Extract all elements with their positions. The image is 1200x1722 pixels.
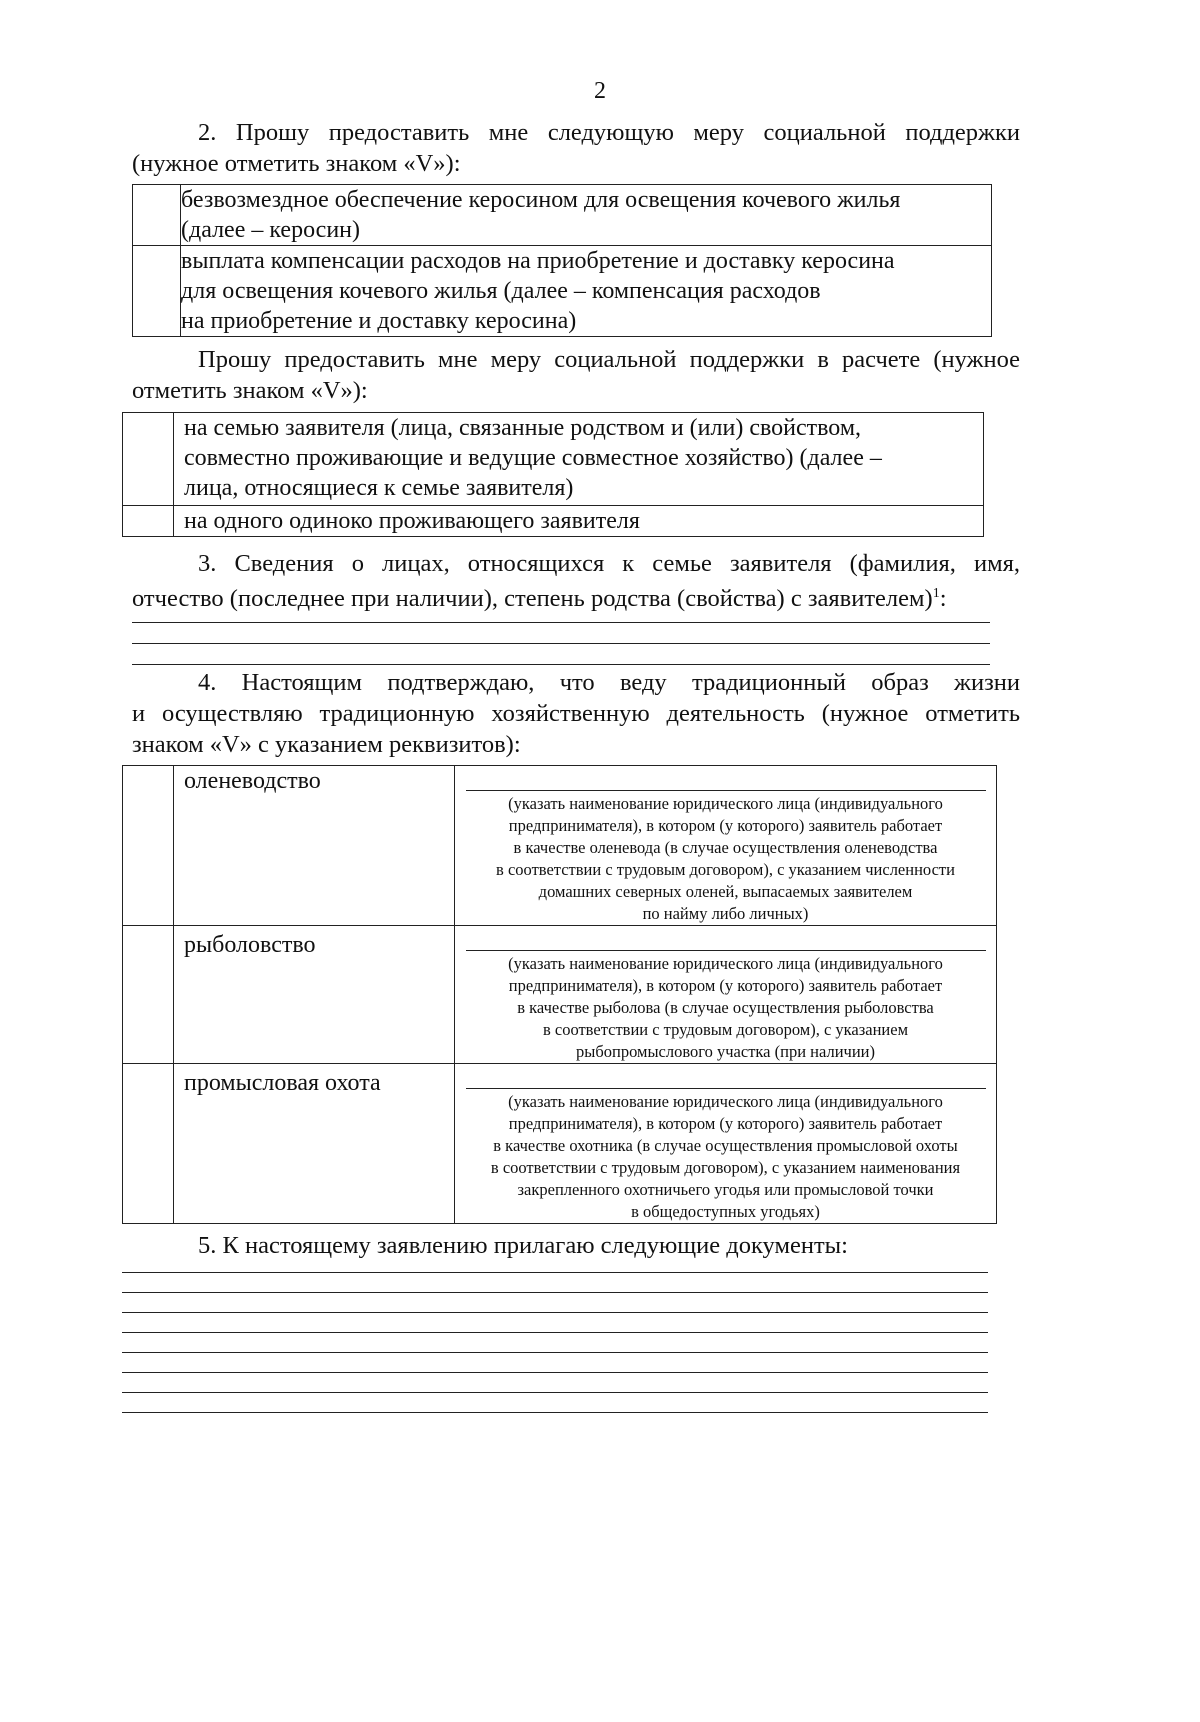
details-fill-line[interactable] [466, 1088, 986, 1089]
details-hint [463, 953, 988, 1063]
hint-line: домашних северных оленей, выпасаемых заявителем [538, 882, 913, 901]
calc-option-row [123, 413, 984, 506]
support-option [181, 185, 992, 246]
calc-option [174, 506, 984, 537]
option-text: (далее – керосин) [181, 217, 360, 243]
section3-intro: 3. Сведения о лицах, относящихся к семье заявителя (фамилия, имя, [198, 550, 1020, 577]
hint-line: (указать наименование юридического лица (индивидуального [508, 954, 943, 973]
option-text: на семью заявителя (лица, связанные родством и (или) свойством, [184, 415, 862, 441]
hint-line: в качестве оленевода (в случае осуществления оленеводства [513, 838, 938, 857]
section3-colon: : [939, 585, 947, 613]
hint-line: в качестве охотника (в случае осуществления промысловой охоты [493, 1136, 958, 1155]
hint-line: предпринимателя), в котором (у которого) заявитель работает [508, 816, 943, 835]
checkbox-cell[interactable] [123, 926, 174, 1064]
fill-line[interactable] [132, 643, 990, 644]
activity-row [123, 926, 997, 1064]
fill-line[interactable] [132, 622, 990, 623]
section4-intro: 4. Настоящим подтверждаю, что веду традиционный образ жизни [198, 669, 1020, 696]
page-number: 2 [594, 78, 606, 104]
hint-line: в соответствии с трудовым договором), с указанием численности [496, 860, 955, 879]
hint-line: предпринимателя), в котором (у которого) заявитель работает [508, 976, 943, 995]
section4-intro-line3: знаком «V» с указанием реквизитов): [132, 731, 521, 758]
fill-line[interactable] [132, 664, 990, 665]
hint-line: в соответствии с трудовым договором), с указанием наименования [490, 1158, 961, 1177]
details-fill-line[interactable] [466, 950, 986, 951]
activity-row [123, 1064, 997, 1224]
section2-intro: 2. Прошу предоставить мне следующую меру социальной поддержки [198, 119, 1020, 146]
calc-basis-table [122, 412, 984, 537]
hint-line: (указать наименование юридического лица (индивидуального [508, 1092, 943, 1111]
activity-name: рыболовство [174, 926, 455, 1064]
fill-line[interactable] [122, 1312, 988, 1313]
calc-intro-line2: отметить знаком «V»): [132, 377, 368, 404]
hint-line: в соответствии с трудовым договором), с указанием [542, 1020, 909, 1039]
details-hint [463, 1091, 988, 1223]
calc-option-row [123, 506, 984, 537]
section3-text: отчество (последнее при наличии), степень родства (свойства) с заявителем) [132, 585, 933, 613]
fill-line[interactable] [122, 1392, 988, 1393]
support-option [181, 246, 992, 337]
option-text: на приобретение и доставку керосина) [181, 308, 577, 334]
fill-line[interactable] [122, 1352, 988, 1353]
calc-intro: Прошу предоставить мне меру социальной поддержки в расчете (нужное [198, 346, 1020, 373]
activity-row [123, 766, 997, 926]
checkbox-cell[interactable] [123, 766, 174, 926]
checkbox-cell[interactable] [123, 506, 174, 537]
checkbox-cell[interactable] [123, 1064, 174, 1224]
checkbox-cell[interactable] [133, 185, 181, 246]
fill-line[interactable] [122, 1412, 988, 1413]
fill-line[interactable] [122, 1372, 988, 1373]
hint-line: закрепленного охотничьего угодья или промысловой точки [517, 1180, 934, 1199]
checkbox-cell[interactable] [133, 246, 181, 337]
support-option-row [133, 246, 992, 337]
option-text: для освещения кочевого жилья (далее – компенсация расходов [181, 278, 821, 304]
fill-line[interactable] [122, 1272, 988, 1273]
hint-line: (указать наименование юридического лица (индивидуального [508, 794, 943, 813]
calc-option [174, 413, 984, 506]
support-option-row [133, 185, 992, 246]
fill-line[interactable] [122, 1292, 988, 1293]
fill-line[interactable] [122, 1332, 988, 1333]
hint-line: предпринимателя), в котором (у которого) заявитель работает [508, 1114, 943, 1133]
activity-details [455, 766, 997, 926]
activity-details [455, 926, 997, 1064]
activity-details [455, 1064, 997, 1224]
hint-line: в общедоступных угодьях) [631, 1202, 820, 1221]
option-text: безвозмездное обеспечение керосином для освещения кочевого жилья [181, 187, 901, 213]
footnote-ref: 1 [932, 586, 940, 601]
section4-intro-line2: и осуществляю традиционную хозяйственную деятельность (нужное отметить [132, 700, 1020, 727]
section3-intro-line2 [132, 578, 947, 615]
option-text: совместно проживающие и ведущие совместное хозяйство) (далее – [184, 445, 882, 471]
activities-table [122, 765, 997, 1224]
hint-line: по найму либо личных) [642, 904, 809, 923]
section5-intro: 5. К настоящему заявлению прилагаю следующие документы: [198, 1232, 848, 1259]
checkbox-cell[interactable] [123, 413, 174, 506]
support-measure-table [132, 184, 992, 337]
details-hint [463, 793, 988, 925]
option-text: на одного одиноко проживающего заявителя [184, 508, 640, 534]
option-text: лица, относящиеся к семье заявителя) [184, 475, 574, 501]
details-fill-line[interactable] [466, 790, 986, 791]
hint-line: в качестве рыболова (в случае осуществления рыболовства [517, 998, 934, 1017]
activity-name: оленеводство [174, 766, 455, 926]
hint-line: рыбопромыслового участка (при наличии) [576, 1042, 875, 1061]
option-text: выплата компенсации расходов на приобретение и доставку керосина [181, 248, 895, 274]
activity-name: промысловая охота [174, 1064, 455, 1224]
section2-intro-line2: (нужное отметить знаком «V»): [132, 150, 461, 177]
